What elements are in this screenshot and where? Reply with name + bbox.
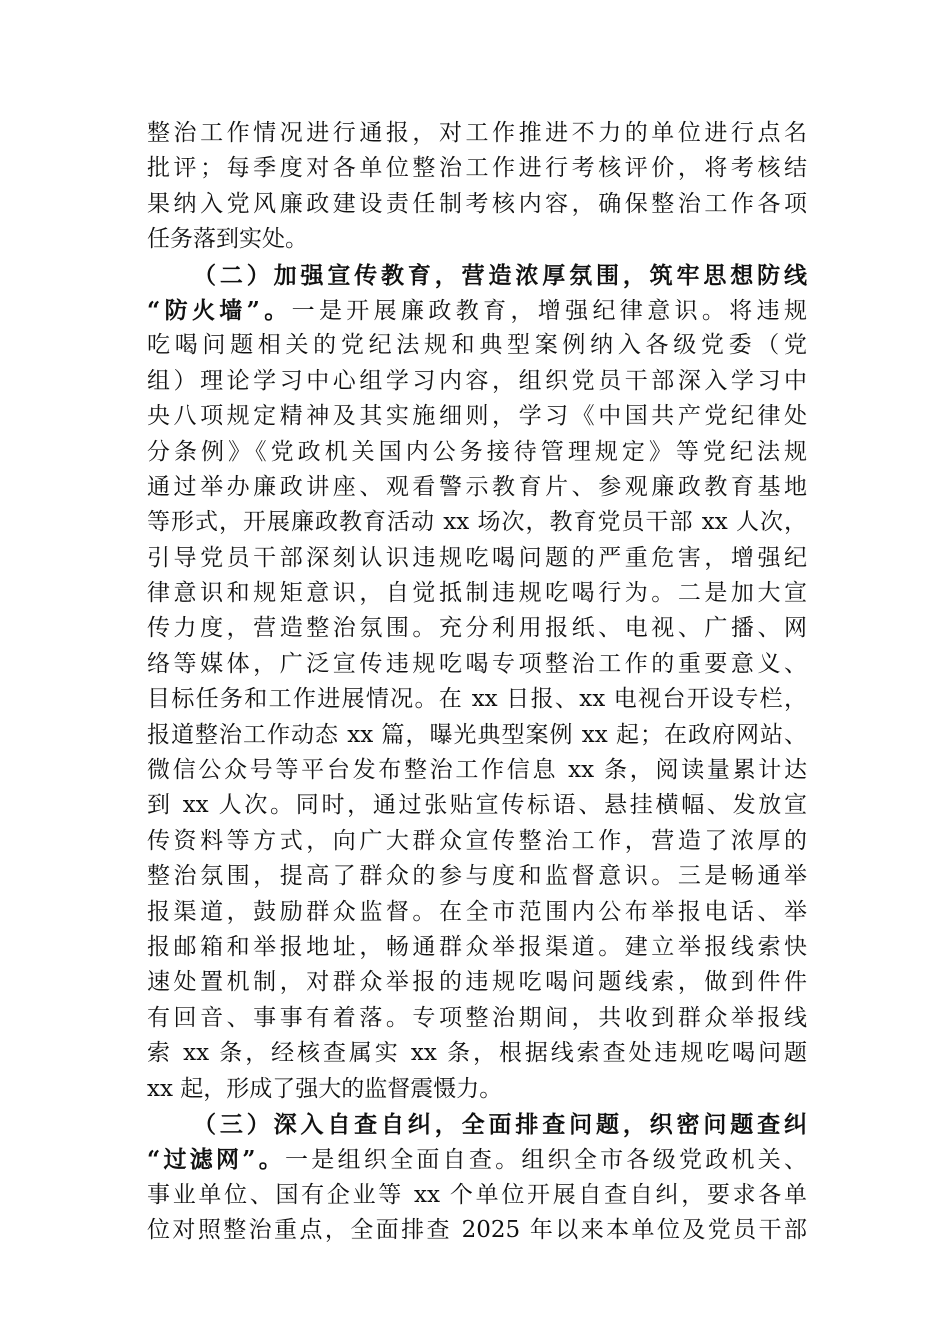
body-text: 组）理论学习中心组学习内容，组织党员干部深入学习中 [147,367,807,394]
body-text: 整治氛围，提高了群众的参与度和监督意识。三是畅通举 [147,863,807,890]
text-line [147,611,807,646]
body-text: xx 起，形成了强大的监督震慑力。 [147,1075,503,1102]
body-text: 位对照整治重点，全面排查 2025 年以来本单位及党员干部 [147,1217,807,1244]
body-text: 络等媒体，广泛宣传违规吃喝专项整治工作的重要意义、 [147,650,807,677]
body-text: 央八项规定精神及其实施细则，学习《中国共产党纪律处 [147,403,807,430]
text-line [147,1213,807,1248]
text-line [147,682,807,717]
body-text: 等形式，开展廉政教育活动 xx 场次，教育党员干部 xx 人次， [147,509,807,536]
body-text: 传力度，营造整治氛围。充分利用报纸、电视、广播、网 [147,615,807,642]
body-text: 目标任务和工作进展情况。在 xx 日报、xx 电视台开设专栏， [147,686,807,713]
text-line [147,1036,807,1071]
text-line [147,1001,807,1036]
text-line [147,505,807,540]
body-text: 果纳入党风廉政建设责任制考核内容，确保整治工作各项 [147,190,807,217]
body-text: 一是开展廉政教育，增强纪律意识。将违规 [291,297,807,324]
body-text: 传资料等方式，向广大群众宣传整治工作，营造了浓厚的 [147,827,807,854]
heading-text: “防火墙”。 [147,296,292,324]
body-text: 微信公众号等平台发布整治工作信息 xx 条，阅读量累计达 [147,757,807,784]
text-line [147,258,807,293]
heading-text: “过滤网”。 [147,1146,286,1174]
body-text: 吃喝问题相关的党纪法规和典型案例纳入各级党委（党 [147,332,807,359]
text-line [147,647,807,682]
body-text: 整治工作情况进行通报，对工作推进不力的单位进行点名 [147,120,807,146]
body-text: 一是组织全面自查。组织全市各级党政机关、 [285,1147,807,1174]
text-line [147,435,807,470]
text-line [147,222,807,257]
text-line [147,753,807,788]
heading-text: （三）深入自查自纠，全面排查问题，织密问题查纠 [193,1110,807,1138]
text-line [147,116,807,151]
text-line [147,470,807,505]
heading-text: （二）加强宣传教育，营造浓厚氛围，筑牢思想防线 [193,261,807,289]
body-text: 索 xx 条，经核查属实 xx 条，根据线索查处违规吃喝问题 [147,1040,807,1067]
text-line [147,576,807,611]
text-line [147,151,807,186]
body-text: 通过举办廉政讲座、观看警示教育片、参观廉政教育基地 [147,473,807,500]
body-text: 报渠道，鼓励群众监督。在全市范围内公布举报电话、举 [147,898,807,925]
body-text: 报邮箱和举报地址，畅通群众举报渠道。建立举报线索快 [147,933,807,960]
body-text: 速处置机制，对群众举报的违规吃喝问题线索，做到件件 [147,969,807,996]
body-text: 有回音、事事有着落。专项整治期间，共收到群众举报线 [147,1004,807,1031]
body-text: 分条例》《党政机关国内公务接待管理规定》等党纪法规 [147,438,807,465]
body-text: 到 xx 人次。同时，通过张贴宣传标语、悬挂横幅、发放宣 [147,792,807,819]
text-line [147,399,807,434]
text-line [147,1178,807,1213]
text-line [147,824,807,859]
text-line [147,895,807,930]
body-text: 律意识和规矩意识，自觉抵制违规吃喝行为。二是加大宣 [147,580,807,607]
body-text: 报道整治工作动态 xx 篇，曝光典型案例 xx 起；在政府网站、 [147,721,807,748]
text-line [147,364,807,399]
text-line [147,718,807,753]
body-text: 引导党员干部深刻认识违规吃喝问题的严重危害，增强纪 [147,544,807,571]
text-line [147,859,807,894]
text-line [147,328,807,363]
body-text: 批评；每季度对各单位整治工作进行考核评价，将考核结 [147,155,807,182]
text-line [147,1142,807,1177]
text-line [147,930,807,965]
text-line [147,788,807,823]
text-line [147,1072,807,1107]
body-text: 任务落到实处。 [147,226,308,253]
body-text: 事业单位、国有企业等 xx 个单位开展自查自纠，要求各单 [147,1181,807,1208]
text-line [147,187,807,222]
text-line [147,1107,807,1142]
text-line [147,965,807,1000]
text-line [147,541,807,576]
document-body-text [147,116,807,1249]
text-line [147,293,807,328]
